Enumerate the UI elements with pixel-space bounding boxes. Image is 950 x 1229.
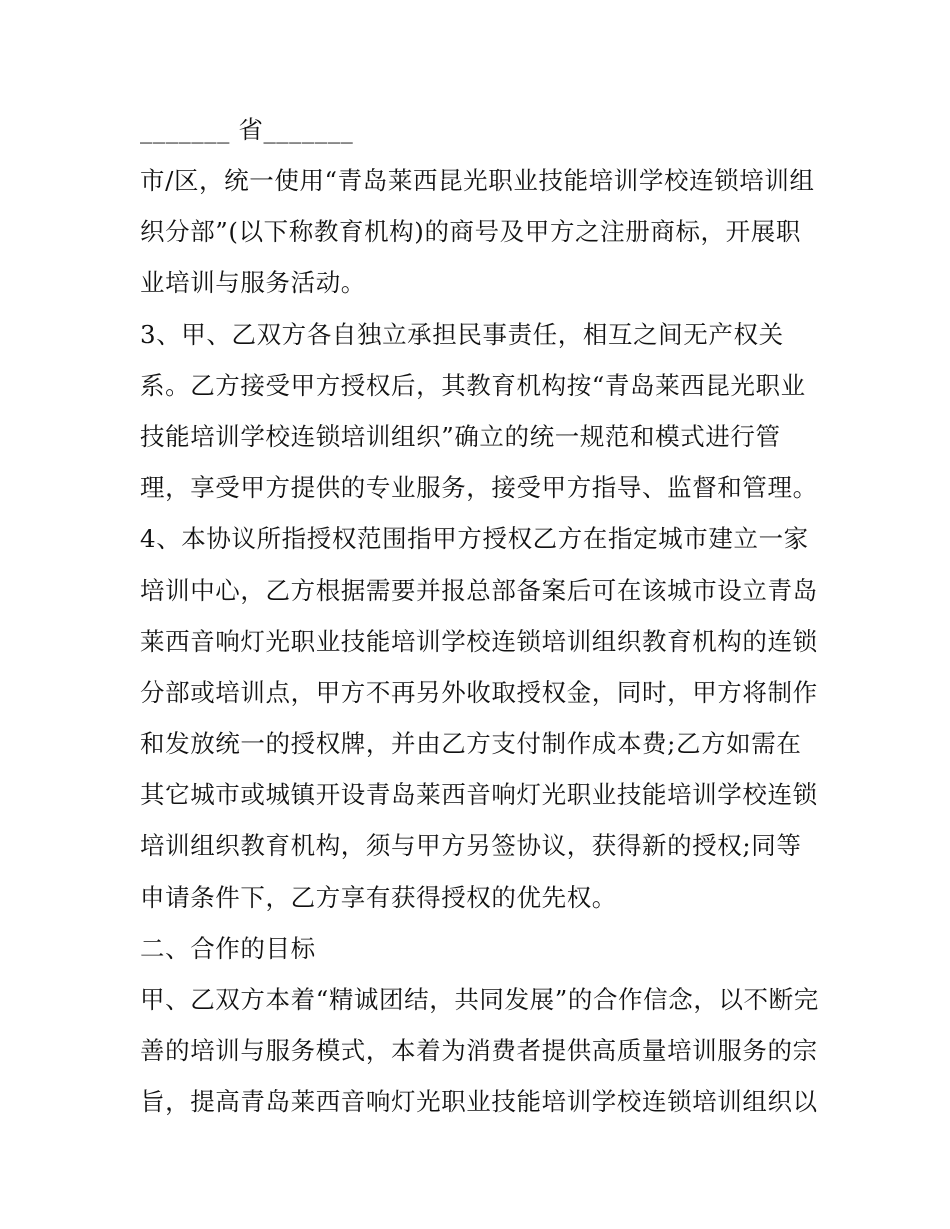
text-line: 培训组织教育机构，须与甲方另签协议，获得新的授权;同等 xyxy=(140,831,802,861)
text-line: 和发放统一的授权牌，并由乙方支付制作成本费;乙方如需在 xyxy=(140,729,802,759)
clause-3-line: 3、甲、乙双方各自独立承担民事责任，相互之间无产权关 xyxy=(140,319,784,349)
section-heading: 二、合作的目标 xyxy=(140,933,316,963)
text-line: 培训中心，乙方根据需要并报总部备案后可在该城市设立青岛 xyxy=(140,575,818,605)
text-line: 申请条件下，乙方享有获得授权的优先权。 xyxy=(140,882,617,912)
text-line: 善的培训与服务模式，本着为消费者提供高质量培训服务的宗 xyxy=(140,1036,818,1066)
text-line: 市/区，统一使用“青岛莱西昆光职业技能培训学校连锁培训组 xyxy=(140,166,815,195)
text-line: 技能培训学校连锁培训组织”确立的统一规范和模式进行管 xyxy=(140,421,781,451)
text-line-province-blank: _______ 省_______ xyxy=(140,115,354,144)
text-line: 理，享受甲方提供的专业服务，接受甲方指导、监督和管理。 xyxy=(140,473,818,503)
text-line: 分部或培训点，甲方不再另外收取授权金，同时，甲方将制作 xyxy=(140,677,818,707)
text-line: 莱西音响灯光职业技能培训学校连锁培训组织教育机构的连锁 xyxy=(140,626,818,656)
text-line: 系。乙方接受甲方授权后，其教育机构按“青岛莱西昆光职业 xyxy=(140,370,806,400)
text-line: 其它城市或城镇开设青岛莱西音响灯光职业技能培训学校连锁 xyxy=(140,780,818,810)
document-body xyxy=(140,105,820,1128)
text-line: 业培训与服务活动。 xyxy=(140,268,366,298)
clause-4-line: 4、本协议所指授权范围指甲方授权乙方在指定城市建立一家 xyxy=(140,524,809,554)
text-line: 旨，提高青岛莱西音响灯光职业技能培训学校连锁培训组织以 xyxy=(140,1087,818,1117)
text-line: 织分部”(以下称教育机构)的商号及甲方之注册商标，开展职 xyxy=(140,217,801,247)
text-line: 甲、乙双方本着“精诚团结，共同发展”的合作信念，以不断完 xyxy=(140,985,819,1014)
